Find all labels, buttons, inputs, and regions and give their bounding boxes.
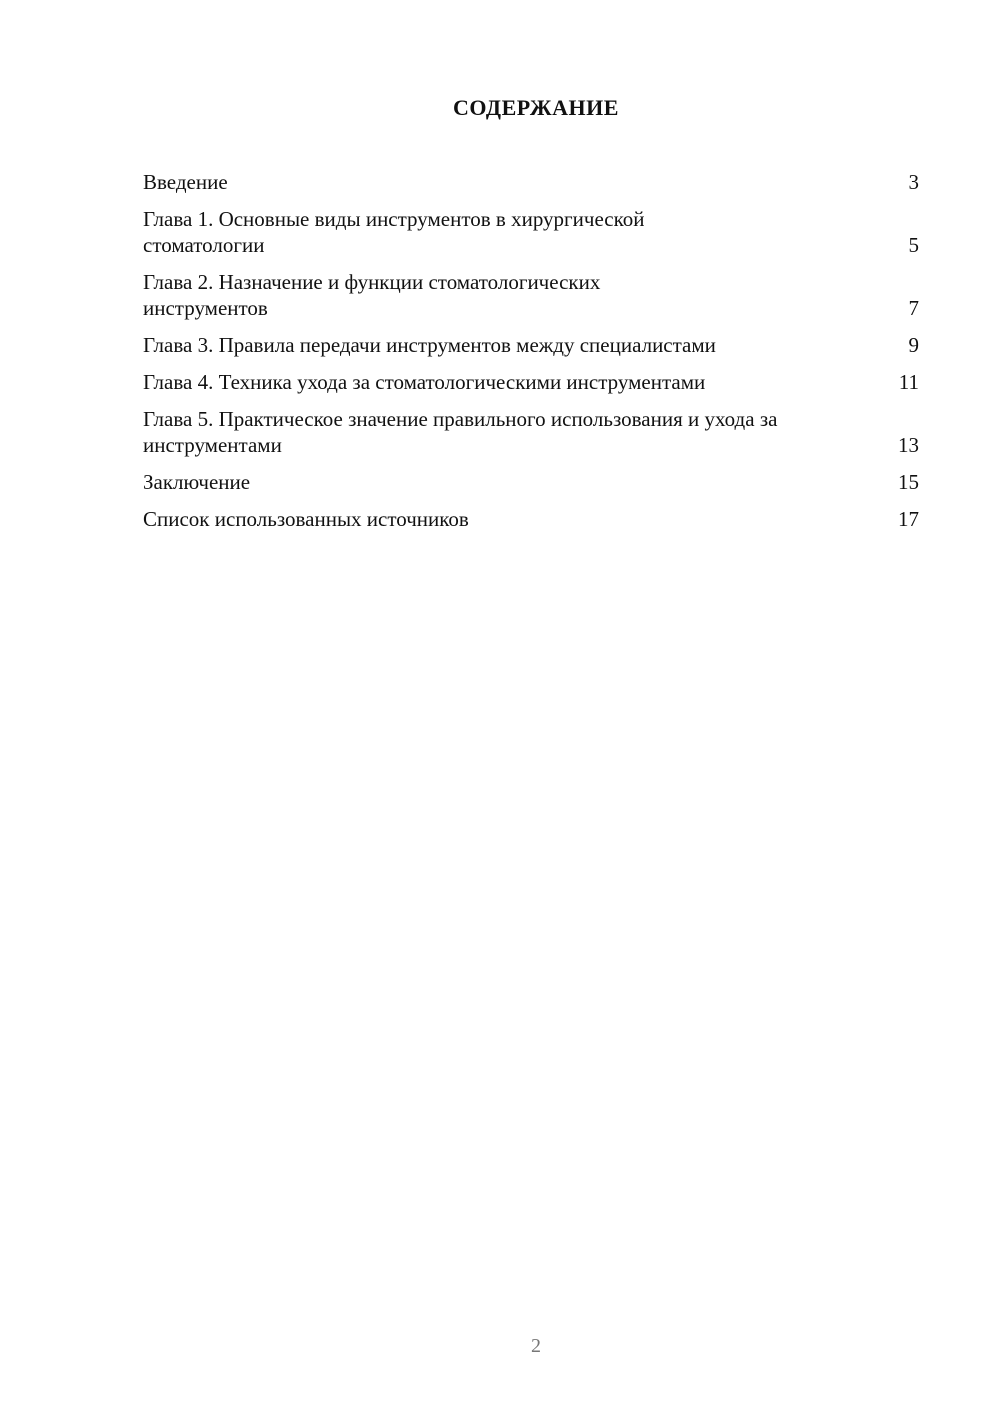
- page-number: 2: [531, 1335, 541, 1357]
- toc-entry-page: 3: [908, 170, 919, 194]
- toc-entry-page: 13: [898, 433, 919, 457]
- toc-entry-chapter-2[interactable]: [143, 269, 919, 321]
- toc-entry-page: 15: [898, 470, 919, 494]
- toc-entry-text: Глава 1. Основные виды инструментов в хирургической стоматологии: [143, 207, 645, 257]
- toc-entry-page: 5: [908, 233, 919, 257]
- toc-entry-conclusion[interactable]: [143, 469, 919, 495]
- toc-entry-chapter-1[interactable]: [143, 206, 919, 258]
- toc-entry-chapter-4[interactable]: [143, 369, 919, 395]
- toc-entry-page: 7: [908, 296, 919, 320]
- toc-entry-page: 17: [898, 507, 919, 531]
- toc-entry-text: Глава 2. Назначение и функции стоматологических инструментов: [143, 270, 601, 320]
- toc-entry-text: Глава 3. Правила передачи инструментов между специалистами: [143, 333, 716, 357]
- table-of-contents: [143, 169, 919, 543]
- toc-entry-references[interactable]: [143, 506, 919, 532]
- toc-entry-chapter-3[interactable]: [143, 332, 919, 358]
- toc-entry-text: Заключение: [143, 470, 251, 494]
- toc-entry-page: 9: [908, 333, 919, 357]
- toc-entry-text: Список использованных источников: [143, 507, 469, 531]
- toc-entry-chapter-5[interactable]: [143, 406, 919, 458]
- toc-entry-introduction[interactable]: [143, 169, 919, 195]
- toc-entry-page: 11: [898, 370, 919, 394]
- toc-entry-text: Введение: [143, 170, 228, 194]
- toc-entry-text: Глава 4. Техника ухода за стоматологическими инструментами: [143, 370, 706, 394]
- toc-title: СОДЕРЖАНИЕ: [453, 95, 619, 120]
- toc-entry-text: Глава 5. Практическое значение правильного использования и ухода за инструментами: [143, 407, 778, 457]
